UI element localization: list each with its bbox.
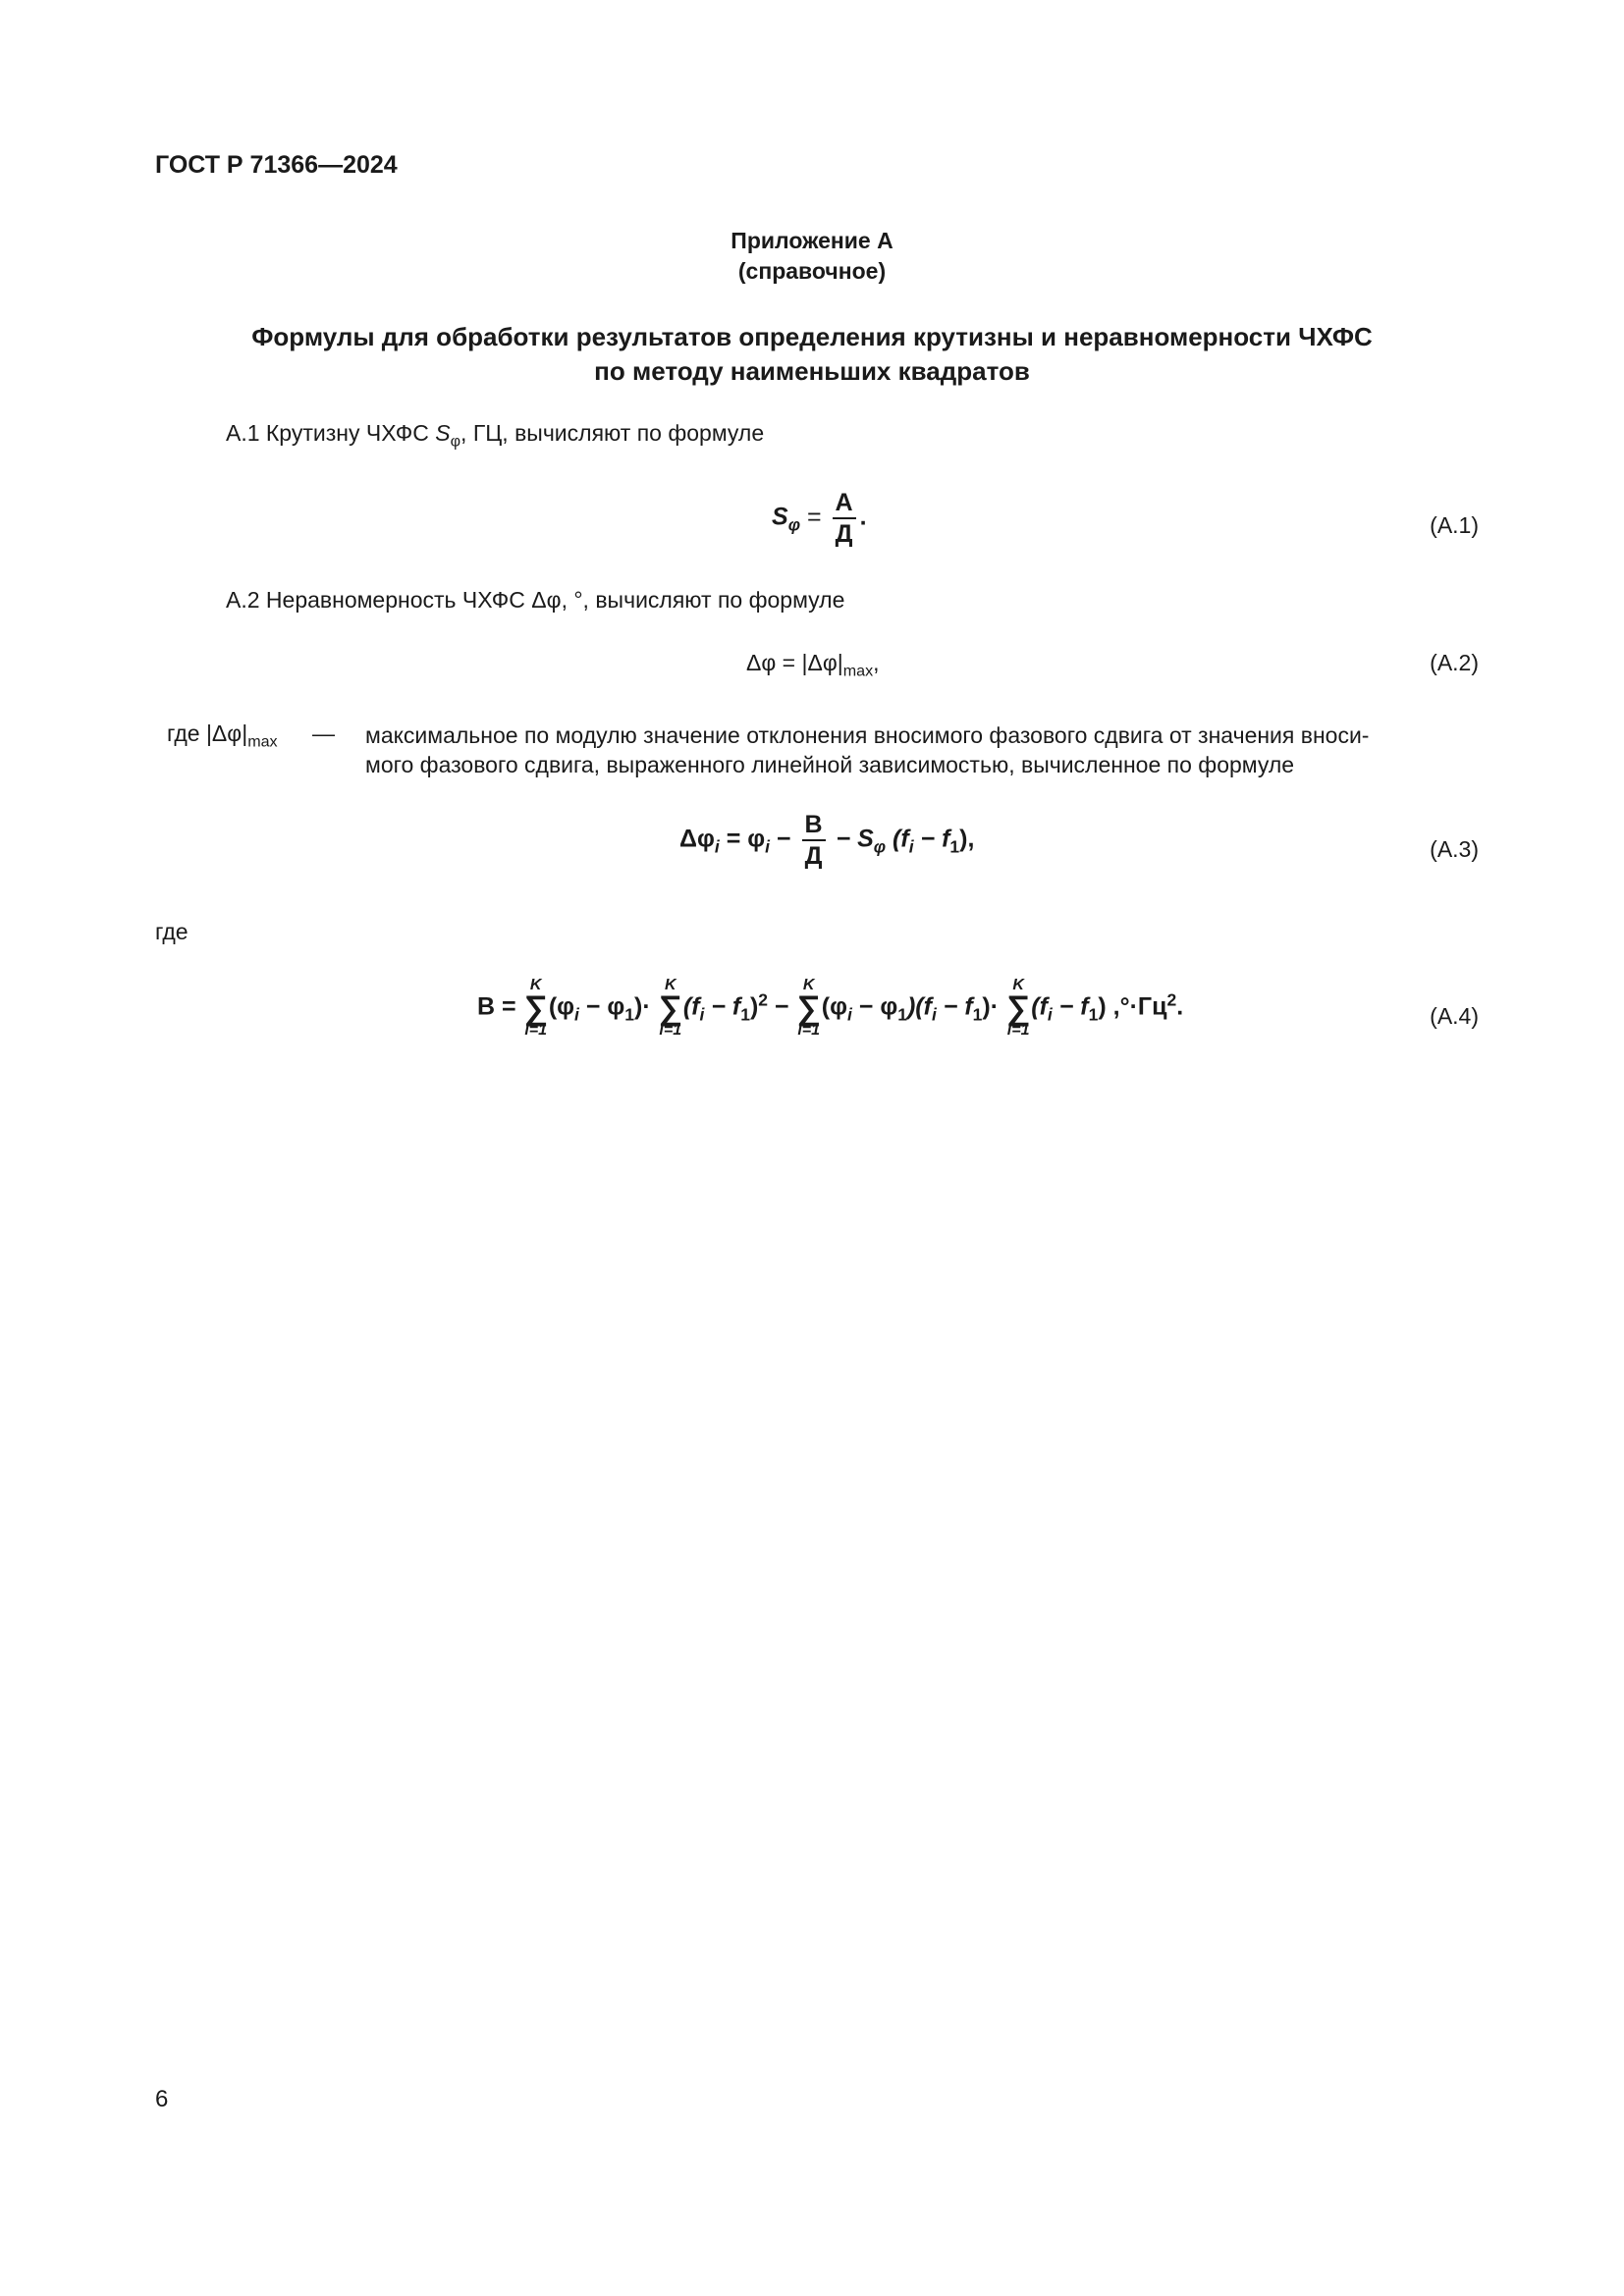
a4-t2sup: 2 bbox=[758, 989, 769, 1010]
a4-t2c: 1 bbox=[740, 1004, 750, 1025]
a3-tail4: ), bbox=[959, 825, 975, 853]
equation-number-a3: (А.3) bbox=[1430, 836, 1479, 862]
a1-numerator: А bbox=[833, 489, 856, 519]
a4-t2a: i bbox=[699, 1004, 705, 1025]
a4-t2d: ) bbox=[749, 992, 759, 1021]
a4-sum-4 bbox=[1006, 978, 1030, 1039]
where-label-sub: max bbox=[247, 732, 278, 751]
a4-t4e: . bbox=[1176, 992, 1184, 1021]
formula-a2 bbox=[746, 650, 880, 681]
a4-t2b: − f bbox=[704, 992, 741, 1021]
section-heading bbox=[0, 320, 1624, 389]
a4-t3h: )· bbox=[982, 992, 1000, 1021]
a4-t1c: 1 bbox=[624, 1004, 635, 1025]
a3-tail2: (f bbox=[893, 825, 909, 853]
a4-sum-4-sigma: ∑ bbox=[1006, 989, 1031, 1027]
a4-sum-2-sigma: ∑ bbox=[658, 989, 682, 1027]
a3-lhs-sub: i bbox=[714, 836, 720, 857]
a4-sum-3-lower: i=1 bbox=[797, 1022, 820, 1039]
a4-sum-3-upper: K bbox=[802, 977, 815, 993]
where-line1: максимальное по модулю значение отклонения вносимого фазового сдвига от значения вноси- bbox=[365, 722, 1370, 748]
section-heading-line2: по методу наименьших квадратов bbox=[594, 356, 1030, 386]
a3-tail3: − f bbox=[913, 825, 950, 853]
a4-sum-1-lower: i=1 bbox=[524, 1022, 548, 1039]
a4-t3f: − f bbox=[936, 992, 973, 1021]
a3-numerator: В bbox=[802, 811, 826, 841]
where-dash: — bbox=[312, 721, 335, 746]
a4-sum-1 bbox=[524, 978, 548, 1039]
equation-number-a1: (А.1) bbox=[1430, 512, 1479, 538]
equation-number-a4: (А.4) bbox=[1430, 1003, 1479, 1029]
a4-t3: (φ bbox=[821, 992, 847, 1021]
a4-sum-3 bbox=[797, 978, 821, 1039]
a1-denominator: Д bbox=[835, 520, 853, 548]
a1-lhs: S bbox=[772, 503, 788, 531]
a4-t4sup: 2 bbox=[1166, 989, 1177, 1010]
where-plain: где bbox=[155, 919, 189, 944]
a4-sum-2-upper: K bbox=[664, 977, 677, 993]
a3-denominator: Д bbox=[804, 842, 823, 870]
a4-sum-4-upper: K bbox=[1012, 977, 1024, 993]
annex-title: Приложение А bbox=[731, 228, 893, 253]
where-line2: мого фазового сдвига, выраженного линейной зависимостью, вычисленное по формуле bbox=[365, 752, 1295, 777]
a3-fraction bbox=[802, 811, 826, 870]
a1-lhs-sub: φ bbox=[787, 514, 801, 535]
a3-rhs1: = φ bbox=[726, 825, 766, 853]
a3-lhs: Δφ bbox=[679, 825, 715, 853]
a4-t4b: − f bbox=[1052, 992, 1089, 1021]
a4-t2: (f bbox=[682, 992, 700, 1021]
a4-t3d: )(f bbox=[906, 992, 932, 1021]
a4-lhs: В = bbox=[477, 992, 516, 1021]
a4-t3g: 1 bbox=[972, 1004, 983, 1025]
a3-tail: − S bbox=[836, 825, 874, 853]
a4-sum-1-sigma: ∑ bbox=[523, 989, 548, 1027]
formula-a1 bbox=[772, 489, 867, 548]
a3-tail3-sub: 1 bbox=[949, 836, 960, 857]
a2-expression: Δφ = |Δφ| bbox=[746, 650, 843, 675]
where-label-prefix: где |Δφ| bbox=[167, 721, 248, 746]
a1-symbol-sub: φ bbox=[450, 432, 461, 451]
annex-subtitle: (справочное) bbox=[737, 258, 887, 284]
a4-t1: (φ bbox=[548, 992, 575, 1021]
paragraph-a2: А.2 Неравномерность ЧХФС Δφ, °, вычисляют по формуле bbox=[226, 587, 845, 613]
formula-a3 bbox=[679, 811, 974, 870]
a4-t4c: 1 bbox=[1088, 1004, 1099, 1025]
a4-t3e: i bbox=[931, 1004, 937, 1025]
a2-sub: max bbox=[842, 662, 874, 680]
a4-t2e: − bbox=[768, 992, 789, 1021]
a4-t3c: 1 bbox=[897, 1004, 907, 1025]
section-heading-line1: Формулы для обработки результатов определения крутизны и неравномерности ЧХФС bbox=[251, 322, 1373, 351]
a3-minus: − bbox=[776, 825, 791, 853]
a1-end: . bbox=[859, 503, 867, 531]
where-definition bbox=[365, 721, 1369, 779]
a4-t3a: i bbox=[847, 1004, 852, 1025]
formula-a4 bbox=[477, 978, 1183, 1039]
a4-t1d: )· bbox=[634, 992, 651, 1021]
a2-end: , bbox=[873, 650, 880, 675]
a1-symbol: S bbox=[435, 420, 451, 446]
a4-sum-1-upper: K bbox=[529, 977, 542, 993]
a3-tail-sub: φ bbox=[873, 836, 887, 857]
a4-t3b: − φ bbox=[851, 992, 898, 1021]
a4-t4: (f bbox=[1031, 992, 1048, 1021]
a4-sum-3-sigma: ∑ bbox=[796, 989, 821, 1027]
a4-t1a: i bbox=[574, 1004, 579, 1025]
a4-sum-2-lower: i=1 bbox=[659, 1022, 682, 1039]
document-code: ГОСТ Р 71366—2024 bbox=[155, 151, 398, 179]
a4-sum-4-lower: i=1 bbox=[1006, 1022, 1030, 1039]
where-label bbox=[167, 721, 278, 752]
a1-fraction bbox=[833, 489, 856, 548]
paragraph-a1 bbox=[226, 420, 764, 452]
a4-t4d: ) ,°·Гц bbox=[1098, 992, 1167, 1021]
a4-t1b: − φ bbox=[578, 992, 625, 1021]
equation-number-a2: (А.2) bbox=[1430, 650, 1479, 675]
a4-t4a: i bbox=[1047, 1004, 1053, 1025]
a1-suffix: , ГЦ, вычисляют по формуле bbox=[460, 420, 765, 446]
a3-rhs1-sub: i bbox=[765, 836, 770, 857]
a1-prefix: А.1 Крутизну ЧХФС bbox=[226, 420, 436, 446]
a1-eq: = bbox=[806, 503, 822, 531]
page-number: 6 bbox=[155, 2086, 169, 2112]
a3-tail2-sub: i bbox=[908, 836, 914, 857]
a4-sum-2 bbox=[659, 978, 682, 1039]
